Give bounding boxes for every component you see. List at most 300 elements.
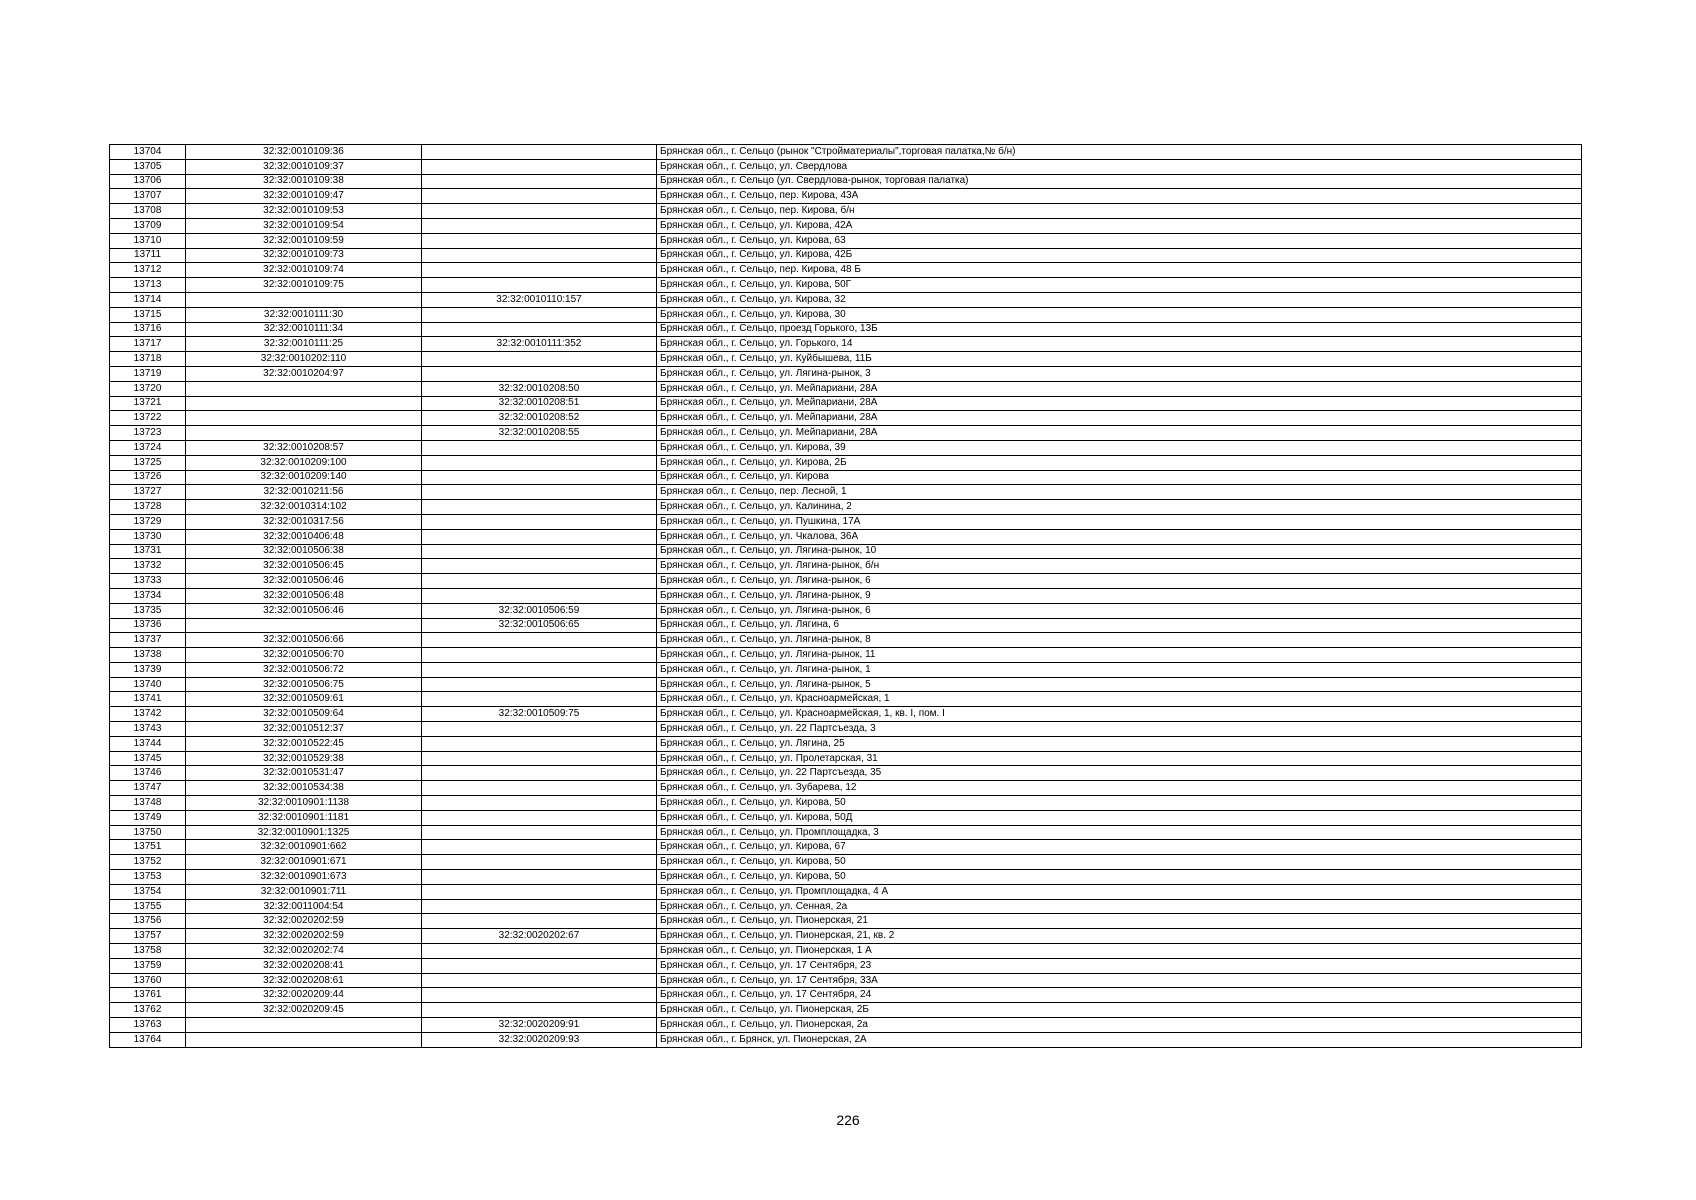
cadastral-number-cell: 32:32:0010901:1138 [186, 796, 422, 811]
row-number-cell: 13724 [110, 440, 186, 455]
address-cell: Брянская обл., г. Сельцо, ул. Кирова, 67 [657, 840, 1582, 855]
address-cell: Брянская обл., г. Сельцо, ул. Лягина-рынок, 6 [657, 574, 1582, 589]
address-cell: Брянская обл., г. Сельцо, ул. Кирова, 50 [657, 796, 1582, 811]
table-row [110, 781, 1582, 796]
related-cadastral-number-cell: 32:32:0010111:352 [422, 337, 657, 352]
row-number-cell: 13716 [110, 322, 186, 337]
row-number-cell: 13740 [110, 677, 186, 692]
cadastral-number-cell [186, 1032, 422, 1047]
table-row [110, 588, 1582, 603]
related-cadastral-number-cell [422, 722, 657, 737]
address-cell: Брянская обл., г. Сельцо, ул. Пушкина, 17А [657, 514, 1582, 529]
table-row [110, 973, 1582, 988]
related-cadastral-number-cell [422, 470, 657, 485]
related-cadastral-number-cell [422, 1003, 657, 1018]
row-number-cell: 13730 [110, 529, 186, 544]
table-row [110, 855, 1582, 870]
cadastral-number-cell: 32:32:0010901:671 [186, 855, 422, 870]
related-cadastral-number-cell [422, 485, 657, 500]
row-number-cell: 13708 [110, 204, 186, 219]
row-number-cell: 13725 [110, 455, 186, 470]
cadastral-number-cell [186, 1018, 422, 1033]
related-cadastral-number-cell: 32:32:0020209:91 [422, 1018, 657, 1033]
table-row [110, 544, 1582, 559]
table-row [110, 648, 1582, 663]
table-row [110, 736, 1582, 751]
cadastral-number-cell: 32:32:0020208:41 [186, 958, 422, 973]
address-cell: Брянская обл., г. Сельцо, ул. Красноармейская, 1, кв. I, пом. I [657, 707, 1582, 722]
address-cell: Брянская обл., г. Сельцо, ул. 17 Сентября, 23 [657, 958, 1582, 973]
address-cell: Брянская обл., г. Сельцо, ул. Кирова, 50 [657, 870, 1582, 885]
cadastral-number-cell: 32:32:0010204:97 [186, 366, 422, 381]
related-cadastral-number-cell [422, 944, 657, 959]
address-cell: Брянская обл., г. Сельцо, ул. Сенная, 2а [657, 899, 1582, 914]
address-cell: Брянская обл., г. Сельцо, ул. Кирова [657, 470, 1582, 485]
table-row [110, 929, 1582, 944]
address-cell: Брянская обл., г. Сельцо, ул. Чкалова, 36А [657, 529, 1582, 544]
related-cadastral-number-cell [422, 307, 657, 322]
related-cadastral-number-cell [422, 766, 657, 781]
table-row [110, 440, 1582, 455]
table-row [110, 204, 1582, 219]
related-cadastral-number-cell: 32:32:0010110:157 [422, 292, 657, 307]
row-number-cell: 13741 [110, 692, 186, 707]
related-cadastral-number-cell [422, 884, 657, 899]
row-number-cell: 13704 [110, 145, 186, 160]
cadastral-number-cell: 32:32:0010522:45 [186, 736, 422, 751]
table-row [110, 292, 1582, 307]
row-number-cell: 13738 [110, 648, 186, 663]
related-cadastral-number-cell [422, 796, 657, 811]
row-number-cell: 13747 [110, 781, 186, 796]
table-row [110, 870, 1582, 885]
related-cadastral-number-cell [422, 455, 657, 470]
row-number-cell: 13759 [110, 958, 186, 973]
related-cadastral-number-cell [422, 366, 657, 381]
table-row [110, 618, 1582, 633]
address-cell: Брянская обл., г. Сельцо, ул. Лягина, 25 [657, 736, 1582, 751]
table-row [110, 810, 1582, 825]
table-row [110, 307, 1582, 322]
address-cell: Брянская обл., г. Сельцо, ул. 22 Партсъезда, 3 [657, 722, 1582, 737]
address-cell: Брянская обл., г. Сельцо, ул. Пролетарская, 31 [657, 751, 1582, 766]
row-number-cell: 13726 [110, 470, 186, 485]
table-row [110, 825, 1582, 840]
cadastral-number-cell: 32:32:0020208:61 [186, 973, 422, 988]
table-row [110, 485, 1582, 500]
row-number-cell: 13705 [110, 159, 186, 174]
row-number-cell: 13748 [110, 796, 186, 811]
related-cadastral-number-cell [422, 810, 657, 825]
address-cell: Брянская обл., г. Сельцо, ул. Лягина, 6 [657, 618, 1582, 633]
address-cell: Брянская обл., г. Сельцо, ул. Лягина-рынок, 3 [657, 366, 1582, 381]
table-row [110, 1003, 1582, 1018]
row-number-cell: 13758 [110, 944, 186, 959]
registry-table [109, 144, 1582, 1048]
related-cadastral-number-cell: 32:32:0010208:50 [422, 381, 657, 396]
related-cadastral-number-cell [422, 781, 657, 796]
table-row [110, 529, 1582, 544]
related-cadastral-number-cell [422, 440, 657, 455]
table-row [110, 677, 1582, 692]
table-row [110, 352, 1582, 367]
address-cell: Брянская обл., г. Сельцо, ул. Мейпариани, 28А [657, 411, 1582, 426]
address-cell: Брянская обл., г. Сельцо, ул. Кирова, 42А [657, 218, 1582, 233]
related-cadastral-number-cell [422, 322, 657, 337]
table-row [110, 766, 1582, 781]
row-number-cell: 13727 [110, 485, 186, 500]
table-row [110, 248, 1582, 263]
related-cadastral-number-cell: 32:32:0010208:52 [422, 411, 657, 426]
address-cell: Брянская обл., г. Брянск, ул. Пионерская, 2А [657, 1032, 1582, 1047]
address-cell: Брянская обл., г. Сельцо, ул. Зубарева, 12 [657, 781, 1582, 796]
related-cadastral-number-cell [422, 751, 657, 766]
cadastral-number-cell: 32:32:0010211:56 [186, 485, 422, 500]
row-number-cell: 13753 [110, 870, 186, 885]
row-number-cell: 13720 [110, 381, 186, 396]
address-cell: Брянская обл., г. Сельцо, ул. Лягина-рынок, 9 [657, 588, 1582, 603]
row-number-cell: 13729 [110, 514, 186, 529]
cadastral-number-cell: 32:32:0010506:70 [186, 648, 422, 663]
related-cadastral-number-cell [422, 263, 657, 278]
related-cadastral-number-cell: 32:32:0010509:75 [422, 707, 657, 722]
related-cadastral-number-cell [422, 588, 657, 603]
table-row [110, 263, 1582, 278]
address-cell: Брянская обл., г. Сельцо, ул. Пионерская, 21 [657, 914, 1582, 929]
row-number-cell: 13746 [110, 766, 186, 781]
table-row [110, 411, 1582, 426]
address-cell: Брянская обл., г. Сельцо, ул. Кирова, 2Б [657, 455, 1582, 470]
related-cadastral-number-cell [422, 662, 657, 677]
cadastral-number-cell: 32:32:0020202:74 [186, 944, 422, 959]
related-cadastral-number-cell [422, 500, 657, 515]
table-row [110, 662, 1582, 677]
address-cell: Брянская обл., г. Сельцо, ул. Мейпариани, 28А [657, 426, 1582, 441]
row-number-cell: 13761 [110, 988, 186, 1003]
cadastral-number-cell: 32:32:0020209:45 [186, 1003, 422, 1018]
related-cadastral-number-cell [422, 988, 657, 1003]
row-number-cell: 13751 [110, 840, 186, 855]
table-row [110, 366, 1582, 381]
cadastral-number-cell: 32:32:0020202:59 [186, 914, 422, 929]
cadastral-number-cell: 32:32:0010109:38 [186, 174, 422, 189]
related-cadastral-number-cell: 32:32:0010506:65 [422, 618, 657, 633]
table-row [110, 278, 1582, 293]
table-body [110, 145, 1582, 1048]
related-cadastral-number-cell: 32:32:0020202:67 [422, 929, 657, 944]
address-cell: Брянская обл., г. Сельцо, ул. Кирова, 39 [657, 440, 1582, 455]
row-number-cell: 13728 [110, 500, 186, 515]
row-number-cell: 13711 [110, 248, 186, 263]
related-cadastral-number-cell [422, 559, 657, 574]
address-cell: Брянская обл., г. Сельцо, ул. Лягина-рынок, 5 [657, 677, 1582, 692]
row-number-cell: 13744 [110, 736, 186, 751]
address-cell: Брянская обл., г. Сельцо, ул. Пионерская, 1 А [657, 944, 1582, 959]
address-cell: Брянская обл., г. Сельцо, ул. Свердлова [657, 159, 1582, 174]
cadastral-number-cell: 32:32:0010901:673 [186, 870, 422, 885]
cadastral-number-cell [186, 396, 422, 411]
cadastral-number-cell: 32:32:0010111:34 [186, 322, 422, 337]
row-number-cell: 13754 [110, 884, 186, 899]
row-number-cell: 13732 [110, 559, 186, 574]
related-cadastral-number-cell [422, 189, 657, 204]
table-row [110, 958, 1582, 973]
row-number-cell: 13739 [110, 662, 186, 677]
row-number-cell: 13715 [110, 307, 186, 322]
row-number-cell: 13721 [110, 396, 186, 411]
cadastral-number-cell: 32:32:0010109:75 [186, 278, 422, 293]
row-number-cell: 13743 [110, 722, 186, 737]
table-row [110, 574, 1582, 589]
row-number-cell: 13749 [110, 810, 186, 825]
cadastral-number-cell: 32:32:0010506:75 [186, 677, 422, 692]
address-cell: Брянская обл., г. Сельцо, ул. Кирова, 63 [657, 233, 1582, 248]
related-cadastral-number-cell [422, 145, 657, 160]
address-cell: Брянская обл., г. Сельцо, ул. Кирова, 50Д [657, 810, 1582, 825]
cadastral-number-cell: 32:32:0010209:140 [186, 470, 422, 485]
row-number-cell: 13750 [110, 825, 186, 840]
table-row [110, 796, 1582, 811]
related-cadastral-number-cell [422, 574, 657, 589]
related-cadastral-number-cell: 32:32:0020209:93 [422, 1032, 657, 1047]
table-row [110, 145, 1582, 160]
cadastral-number-cell: 32:32:0010209:100 [186, 455, 422, 470]
address-cell: Брянская обл., г. Сельцо, проезд Горького, 13Б [657, 322, 1582, 337]
related-cadastral-number-cell [422, 514, 657, 529]
table-row [110, 218, 1582, 233]
table-row [110, 233, 1582, 248]
row-number-cell: 13712 [110, 263, 186, 278]
address-cell: Брянская обл., г. Сельцо, ул. Пионерская, 21, кв. 2 [657, 929, 1582, 944]
address-cell: Брянская обл., г. Сельцо, ул. Кирова, 50Г [657, 278, 1582, 293]
cadastral-number-cell: 32:32:0010406:48 [186, 529, 422, 544]
related-cadastral-number-cell [422, 855, 657, 870]
related-cadastral-number-cell [422, 870, 657, 885]
related-cadastral-number-cell [422, 233, 657, 248]
address-cell: Брянская обл., г. Сельцо, ул. Кирова, 32 [657, 292, 1582, 307]
cadastral-number-cell: 32:32:0010506:46 [186, 574, 422, 589]
cadastral-number-cell [186, 426, 422, 441]
related-cadastral-number-cell [422, 677, 657, 692]
address-cell: Брянская обл., г. Сельцо, ул. Куйбышева, 11Б [657, 352, 1582, 367]
cadastral-number-cell: 32:32:0010109:53 [186, 204, 422, 219]
row-number-cell: 13763 [110, 1018, 186, 1033]
address-cell: Брянская обл., г. Сельцо, ул. 22 Партсъезда, 35 [657, 766, 1582, 781]
related-cadastral-number-cell: 32:32:0010208:51 [422, 396, 657, 411]
cadastral-number-cell: 32:32:0010202:110 [186, 352, 422, 367]
cadastral-number-cell: 32:32:0010529:38 [186, 751, 422, 766]
row-number-cell: 13737 [110, 633, 186, 648]
related-cadastral-number-cell [422, 159, 657, 174]
table-row [110, 603, 1582, 618]
cadastral-number-cell: 32:32:0010109:47 [186, 189, 422, 204]
cadastral-number-cell: 32:32:0010317:56 [186, 514, 422, 529]
related-cadastral-number-cell [422, 973, 657, 988]
row-number-cell: 13762 [110, 1003, 186, 1018]
row-number-cell: 13760 [110, 973, 186, 988]
cadastral-number-cell: 32:32:0010109:59 [186, 233, 422, 248]
cadastral-number-cell: 32:32:0010506:46 [186, 603, 422, 618]
address-cell: Брянская обл., г. Сельцо, ул. 17 Сентября, 24 [657, 988, 1582, 1003]
address-cell: Брянская обл., г. Сельцо, ул. 17 Сентября, 33А [657, 973, 1582, 988]
related-cadastral-number-cell [422, 914, 657, 929]
table-row [110, 174, 1582, 189]
related-cadastral-number-cell [422, 218, 657, 233]
row-number-cell: 13755 [110, 899, 186, 914]
table-row [110, 1032, 1582, 1047]
row-number-cell: 13756 [110, 914, 186, 929]
cadastral-number-cell [186, 381, 422, 396]
related-cadastral-number-cell [422, 840, 657, 855]
cadastral-number-cell: 32:32:0010109:74 [186, 263, 422, 278]
cadastral-number-cell: 32:32:0010509:64 [186, 707, 422, 722]
cadastral-number-cell: 32:32:0010109:73 [186, 248, 422, 263]
address-cell: Брянская обл., г. Сельцо, ул. Лягина-рынок, 10 [657, 544, 1582, 559]
row-number-cell: 13736 [110, 618, 186, 633]
table-row [110, 500, 1582, 515]
row-number-cell: 13757 [110, 929, 186, 944]
related-cadastral-number-cell [422, 544, 657, 559]
table-row [110, 633, 1582, 648]
related-cadastral-number-cell [422, 204, 657, 219]
cadastral-number-cell: 32:32:0010901:711 [186, 884, 422, 899]
row-number-cell: 13709 [110, 218, 186, 233]
related-cadastral-number-cell [422, 529, 657, 544]
row-number-cell: 13710 [110, 233, 186, 248]
row-number-cell: 13764 [110, 1032, 186, 1047]
related-cadastral-number-cell [422, 174, 657, 189]
cadastral-number-cell: 32:32:0010314:102 [186, 500, 422, 515]
cadastral-number-cell: 32:32:0010111:25 [186, 337, 422, 352]
row-number-cell: 13719 [110, 366, 186, 381]
table-row [110, 426, 1582, 441]
table-row [110, 707, 1582, 722]
table-row [110, 1018, 1582, 1033]
table-row [110, 988, 1582, 1003]
address-cell: Брянская обл., г. Сельцо, ул. Кирова, 50 [657, 855, 1582, 870]
address-cell: Брянская обл., г. Сельцо (рынок "Стройматериалы",торговая палатка,№ б/н) [657, 145, 1582, 160]
address-cell: Брянская обл., г. Сельцо, ул. Пионерская, 2а [657, 1018, 1582, 1033]
address-cell: Брянская обл., г. Сельцо, ул. Кирова, 30 [657, 307, 1582, 322]
address-cell: Брянская обл., г. Сельцо, ул. Лягина-рынок, 11 [657, 648, 1582, 663]
related-cadastral-number-cell [422, 899, 657, 914]
cadastral-number-cell: 32:32:0010512:37 [186, 722, 422, 737]
cadastral-number-cell [186, 618, 422, 633]
cadastral-number-cell: 32:32:0010509:61 [186, 692, 422, 707]
row-number-cell: 13742 [110, 707, 186, 722]
related-cadastral-number-cell [422, 958, 657, 973]
table-row [110, 396, 1582, 411]
table-row [110, 840, 1582, 855]
row-number-cell: 13706 [110, 174, 186, 189]
related-cadastral-number-cell: 32:32:0010506:59 [422, 603, 657, 618]
related-cadastral-number-cell [422, 248, 657, 263]
address-cell: Брянская обл., г. Сельцо, ул. Пионерская, 2Б [657, 1003, 1582, 1018]
cadastral-number-cell: 32:32:0010506:72 [186, 662, 422, 677]
table-row [110, 899, 1582, 914]
cadastral-number-cell: 32:32:0010901:662 [186, 840, 422, 855]
cadastral-number-cell [186, 411, 422, 426]
address-cell: Брянская обл., г. Сельцо, ул. Красноармейская, 1 [657, 692, 1582, 707]
row-number-cell: 13745 [110, 751, 186, 766]
table-row [110, 455, 1582, 470]
cadastral-number-cell: 32:32:0010506:38 [186, 544, 422, 559]
row-number-cell: 13723 [110, 426, 186, 441]
cadastral-number-cell: 32:32:0010109:54 [186, 218, 422, 233]
address-cell: Брянская обл., г. Сельцо, ул. Кирова, 42Б [657, 248, 1582, 263]
address-cell: Брянская обл., г. Сельцо, ул. Лягина-рынок, 1 [657, 662, 1582, 677]
row-number-cell: 13717 [110, 337, 186, 352]
row-number-cell: 13722 [110, 411, 186, 426]
address-cell: Брянская обл., г. Сельцо, пер. Кирова, 48 Б [657, 263, 1582, 278]
cadastral-number-cell: 32:32:0010506:48 [186, 588, 422, 603]
related-cadastral-number-cell [422, 352, 657, 367]
address-cell: Брянская обл., г. Сельцо, ул. Горького, 14 [657, 337, 1582, 352]
address-cell: Брянская обл., г. Сельцо, пер. Лесной, 1 [657, 485, 1582, 500]
related-cadastral-number-cell [422, 648, 657, 663]
table-row [110, 914, 1582, 929]
related-cadastral-number-cell [422, 692, 657, 707]
table-row [110, 559, 1582, 574]
cadastral-number-cell: 32:32:0020209:44 [186, 988, 422, 1003]
address-cell: Брянская обл., г. Сельцо, пер. Кирова, б/н [657, 204, 1582, 219]
row-number-cell: 13731 [110, 544, 186, 559]
address-cell: Брянская обл., г. Сельцо, ул. Калинина, 2 [657, 500, 1582, 515]
row-number-cell: 13714 [110, 292, 186, 307]
address-cell: Брянская обл., г. Сельцо, ул. Лягина-рынок, 6 [657, 603, 1582, 618]
table-row [110, 337, 1582, 352]
related-cadastral-number-cell: 32:32:0010208:55 [422, 426, 657, 441]
related-cadastral-number-cell [422, 736, 657, 751]
row-number-cell: 13752 [110, 855, 186, 870]
table-row [110, 884, 1582, 899]
related-cadastral-number-cell [422, 825, 657, 840]
cadastral-number-cell [186, 292, 422, 307]
cadastral-number-cell: 32:32:0010531:47 [186, 766, 422, 781]
table-row [110, 514, 1582, 529]
cadastral-number-cell: 32:32:0010208:57 [186, 440, 422, 455]
related-cadastral-number-cell [422, 633, 657, 648]
cadastral-number-cell: 32:32:0010111:30 [186, 307, 422, 322]
row-number-cell: 13735 [110, 603, 186, 618]
table-row [110, 189, 1582, 204]
cadastral-number-cell: 32:32:0010109:36 [186, 145, 422, 160]
row-number-cell: 13734 [110, 588, 186, 603]
cadastral-number-cell: 32:32:0010109:37 [186, 159, 422, 174]
row-number-cell: 13718 [110, 352, 186, 367]
address-cell: Брянская обл., г. Сельцо, ул. Мейпариани, 28А [657, 396, 1582, 411]
cadastral-number-cell: 32:32:0010506:66 [186, 633, 422, 648]
cadastral-number-cell: 32:32:0010901:1325 [186, 825, 422, 840]
table-row [110, 722, 1582, 737]
cadastral-number-cell: 32:32:0011004:54 [186, 899, 422, 914]
address-cell: Брянская обл., г. Сельцо, ул. Промплощадка, 4 А [657, 884, 1582, 899]
cadastral-number-cell: 32:32:0010506:45 [186, 559, 422, 574]
cadastral-number-cell: 32:32:0010534:38 [186, 781, 422, 796]
table-row [110, 751, 1582, 766]
table-row [110, 944, 1582, 959]
row-number-cell: 13707 [110, 189, 186, 204]
table-row [110, 159, 1582, 174]
related-cadastral-number-cell [422, 278, 657, 293]
table-row [110, 322, 1582, 337]
table-row [110, 381, 1582, 396]
address-cell: Брянская обл., г. Сельцо, ул. Мейпариани, 28А [657, 381, 1582, 396]
page-number: 226 [836, 1112, 860, 1128]
table-row [110, 692, 1582, 707]
row-number-cell: 13713 [110, 278, 186, 293]
cadastral-number-cell: 32:32:0010901:1181 [186, 810, 422, 825]
